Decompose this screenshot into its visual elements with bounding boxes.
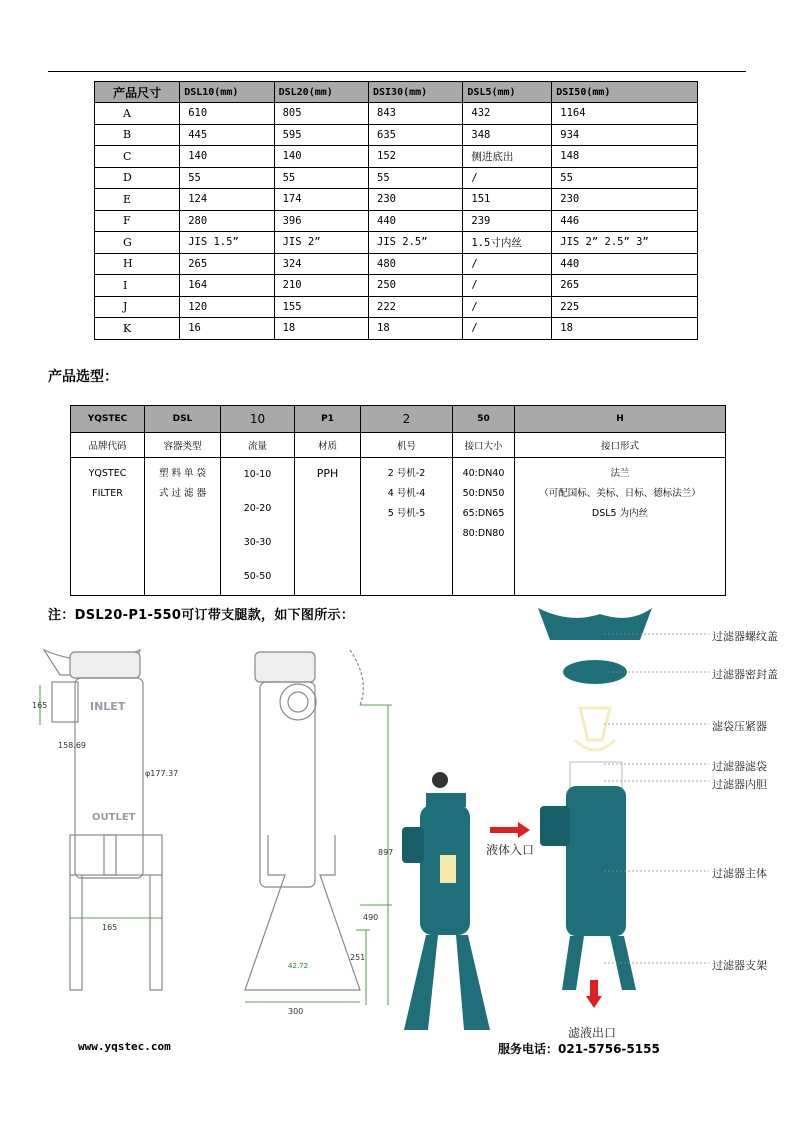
dims-cell: 120 (180, 296, 274, 318)
dims-cell: JIS 2” 2.5” 3” (552, 232, 698, 254)
part-label-body: 过滤器主体 (712, 867, 767, 880)
machine-line: 2 号机-2 (387, 468, 426, 479)
brand-line: FILTER (92, 488, 123, 499)
machine-line: 4 号机-4 (387, 488, 426, 499)
selection-table (70, 405, 726, 596)
part-label-seal: 过滤器密封盖 (712, 668, 778, 681)
dims-cell: 148 (552, 146, 698, 168)
table-row (95, 296, 698, 318)
label-cell: 材质 (295, 433, 361, 458)
type-cell (145, 458, 221, 596)
size-line: 40:DN40 (462, 468, 505, 479)
part-label-compressor: 滤袋压紧器 (712, 720, 767, 733)
table-row (95, 275, 698, 297)
label-cell: 接口形式 (515, 433, 726, 458)
dims-cell: 210 (274, 275, 368, 297)
website: www.yqstec.com (78, 1040, 171, 1053)
section-title: 产品选型： (48, 369, 118, 385)
dims-cell: 595 (274, 124, 368, 146)
dims-header-cell: DSL10(mm) (180, 82, 274, 103)
table-row (95, 146, 698, 168)
code-cell: P1 (295, 406, 361, 433)
dims-cell: D (95, 167, 180, 189)
dims-cell: 55 (274, 167, 368, 189)
dims-cell: 445 (180, 124, 274, 146)
dims-cell: 239 (463, 210, 552, 232)
table-row (95, 253, 698, 275)
part-label-bag: 过滤器滤袋 (712, 760, 767, 773)
dims-cell: / (463, 253, 552, 275)
size-line: 80:DN80 (462, 528, 505, 539)
technical-drawing (30, 630, 410, 1040)
dims-cell: I (95, 275, 180, 297)
table-row (95, 232, 698, 254)
code-cell: 50 (453, 406, 515, 433)
dims-cell: J (95, 296, 180, 318)
inlet-arrow (490, 820, 532, 840)
dimension-label: 42.72 (288, 962, 309, 970)
dims-cell: / (463, 296, 552, 318)
dims-cell: 635 (369, 124, 463, 146)
dims-header-cell: DSL20(mm) (274, 82, 368, 103)
dims-cell: 348 (463, 124, 552, 146)
dims-cell: / (463, 275, 552, 297)
interface-line: （可配国标、美标、日标、德标法兰） (539, 488, 701, 499)
dims-cell: 151 (463, 189, 552, 211)
dims-cell: H (95, 253, 180, 275)
dims-cell: 140 (180, 146, 274, 168)
brand-cell (71, 458, 145, 596)
dims-cell: A (95, 103, 180, 125)
flow-line: 50-50 (243, 571, 272, 582)
dims-cell: 124 (180, 189, 274, 211)
dims-header-cell: 产品尺寸 (95, 82, 180, 103)
type-line: 塑 料 单 袋 (158, 468, 207, 479)
dims-cell: 230 (552, 189, 698, 211)
size-cell (453, 458, 515, 596)
phone: 服务电话：021-5756-5155 (498, 1042, 660, 1056)
table-row (95, 124, 698, 146)
dims-cell: F (95, 210, 180, 232)
dims-cell: 55 (180, 167, 274, 189)
inlet-label: 液体入口 (486, 843, 535, 857)
interface-line: 法兰 (610, 468, 630, 479)
flow-line: 20-20 (243, 503, 272, 514)
dims-cell: 222 (369, 296, 463, 318)
dims-cell: 480 (369, 253, 463, 275)
dims-cell: 396 (274, 210, 368, 232)
flow-line: 30-30 (243, 537, 272, 548)
table-row (95, 167, 698, 189)
dims-cell: 446 (552, 210, 698, 232)
brand-line: YQSTEC (88, 468, 127, 479)
dims-cell: C (95, 146, 180, 168)
label-cell: 流量 (221, 433, 295, 458)
dimension-label: φ177.37 (145, 769, 179, 778)
dims-cell: JIS 1.5” (180, 232, 274, 254)
dimension-label: 158.69 (58, 741, 86, 750)
inlet-text: INLET (90, 700, 126, 713)
dims-cell: 843 (369, 103, 463, 125)
dims-cell: 18 (552, 318, 698, 340)
dims-cell: G (95, 232, 180, 254)
dims-cell: 164 (180, 275, 274, 297)
dims-cell: JIS 2” (274, 232, 368, 254)
dimension-label: 490 (363, 913, 379, 922)
size-line: 65:DN65 (462, 508, 505, 519)
dims-cell: / (463, 318, 552, 340)
dims-cell: 140 (274, 146, 368, 168)
dims-cell: 55 (369, 167, 463, 189)
flow-line: 10-10 (243, 469, 272, 480)
label-cell: 机号 (361, 433, 453, 458)
dimension-label: 165 (102, 923, 118, 932)
dims-cell: 280 (180, 210, 274, 232)
type-line: 式 过 滤 器 (158, 488, 207, 499)
dims-cell: 18 (274, 318, 368, 340)
dims-cell: 265 (552, 275, 698, 297)
leader-lines (604, 624, 714, 964)
code-cell: YQSTEC (71, 406, 145, 433)
table-row (95, 189, 698, 211)
dims-cell: 侧进底出 (463, 146, 552, 168)
flow-cell (221, 458, 295, 596)
dims-cell: 230 (369, 189, 463, 211)
label-cell: 接口大小 (453, 433, 515, 458)
dims-cell: 18 (369, 318, 463, 340)
dims-cell: 174 (274, 189, 368, 211)
dims-cell: 432 (463, 103, 552, 125)
dimension-label: 897 (378, 848, 394, 857)
label-cell: 品牌代码 (71, 433, 145, 458)
dims-cell: 440 (552, 253, 698, 275)
outlet-text: OUTLET (92, 812, 136, 823)
interface-type-cell (515, 458, 726, 596)
machine-cell (361, 458, 453, 596)
table-row (95, 210, 698, 232)
material-cell (295, 458, 361, 596)
part-label-cap: 过滤器螺纹盖 (712, 630, 778, 643)
outlet-label: 滤液出口 (568, 1026, 617, 1040)
part-label-liner: 过滤器内胆 (712, 778, 767, 791)
code-cell: H (515, 406, 726, 433)
dimension-label: 165 (32, 701, 48, 710)
dims-cell: 934 (552, 124, 698, 146)
dims-cell: E (95, 189, 180, 211)
dims-cell: / (463, 167, 552, 189)
dims-cell: JIS 2.5” (369, 232, 463, 254)
dimension-label: 300 (288, 1007, 304, 1016)
dims-cell: 152 (369, 146, 463, 168)
dimension-label: 251 (350, 953, 366, 962)
dims-cell: 155 (274, 296, 368, 318)
dims-header-cell: DSI50(mm) (552, 82, 698, 103)
code-cell: DSL (145, 406, 221, 433)
dims-cell: 805 (274, 103, 368, 125)
label-cell: 容器类型 (145, 433, 221, 458)
dims-cell: 324 (274, 253, 368, 275)
dims-cell: B (95, 124, 180, 146)
dims-cell: 1164 (552, 103, 698, 125)
material-line: PPH (316, 467, 339, 480)
size-line: 50:DN50 (462, 488, 505, 499)
dims-header-cell: DSL5(mm) (463, 82, 552, 103)
dims-header-cell: DSI30(mm) (369, 82, 463, 103)
filter-photo (398, 765, 498, 1035)
code-cell: 10 (221, 406, 295, 433)
machine-line: 5 号机-5 (387, 508, 426, 519)
table-row (95, 318, 698, 340)
dims-cell: 610 (180, 103, 274, 125)
interface-line: DSL5 为内丝 (591, 508, 649, 519)
leg-option-note: 注：DSL20-P1-550可订带支腿款，如下图所示： (48, 608, 355, 623)
dims-cell: 16 (180, 318, 274, 340)
dims-cell: 1.5寸内丝 (463, 232, 552, 254)
table-row (95, 103, 698, 125)
dimension-table (94, 81, 698, 340)
dims-cell: K (95, 318, 180, 340)
dims-cell: 55 (552, 167, 698, 189)
header-rule (48, 71, 746, 72)
dims-cell: 225 (552, 296, 698, 318)
dims-cell: 265 (180, 253, 274, 275)
dims-cell: 440 (369, 210, 463, 232)
code-cell: 2 (361, 406, 453, 433)
dims-cell: 250 (369, 275, 463, 297)
part-label-stand: 过滤器支架 (712, 959, 767, 972)
